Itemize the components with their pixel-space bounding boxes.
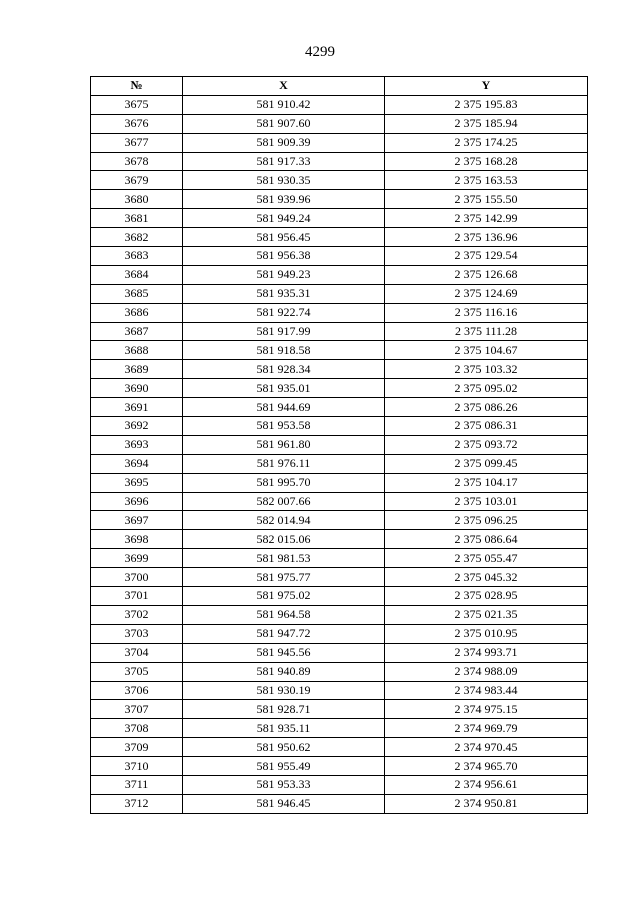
cell-y: 2 374 965.70 bbox=[385, 757, 588, 776]
table-row bbox=[91, 511, 588, 530]
cell-number: 3683 bbox=[91, 247, 183, 266]
table-row bbox=[91, 209, 588, 228]
cell-x: 582 007.66 bbox=[183, 492, 385, 511]
table-row bbox=[91, 775, 588, 794]
table-row bbox=[91, 681, 588, 700]
cell-y: 2 375 155.50 bbox=[385, 190, 588, 209]
cell-y: 2 375 086.64 bbox=[385, 530, 588, 549]
table-row bbox=[91, 360, 588, 379]
table-row bbox=[91, 322, 588, 341]
cell-y: 2 375 086.31 bbox=[385, 417, 588, 436]
cell-x: 581 946.45 bbox=[183, 794, 385, 813]
cell-y: 2 375 195.83 bbox=[385, 95, 588, 114]
cell-x: 581 928.71 bbox=[183, 700, 385, 719]
table-row bbox=[91, 568, 588, 587]
cell-x: 581 907.60 bbox=[183, 114, 385, 133]
cell-x: 581 953.33 bbox=[183, 775, 385, 794]
cell-y: 2 375 096.25 bbox=[385, 511, 588, 530]
cell-number: 3705 bbox=[91, 662, 183, 681]
cell-number: 3700 bbox=[91, 568, 183, 587]
cell-number: 3694 bbox=[91, 454, 183, 473]
table-row bbox=[91, 228, 588, 247]
cell-y: 2 375 126.68 bbox=[385, 265, 588, 284]
cell-x: 581 956.38 bbox=[183, 247, 385, 266]
cell-x: 581 922.74 bbox=[183, 303, 385, 322]
cell-y: 2 375 163.53 bbox=[385, 171, 588, 190]
cell-x: 581 945.56 bbox=[183, 643, 385, 662]
cell-x: 581 950.62 bbox=[183, 738, 385, 757]
cell-x: 581 917.33 bbox=[183, 152, 385, 171]
cell-x: 581 909.39 bbox=[183, 133, 385, 152]
cell-y: 2 375 103.01 bbox=[385, 492, 588, 511]
cell-x: 581 995.70 bbox=[183, 473, 385, 492]
cell-y: 2 375 086.26 bbox=[385, 398, 588, 417]
cell-y: 2 374 969.79 bbox=[385, 719, 588, 738]
table-row bbox=[91, 662, 588, 681]
cell-x: 581 981.53 bbox=[183, 549, 385, 568]
cell-number: 3702 bbox=[91, 605, 183, 624]
table-row bbox=[91, 379, 588, 398]
cell-x: 581 961.80 bbox=[183, 435, 385, 454]
cell-number: 3676 bbox=[91, 114, 183, 133]
cell-y: 2 375 055.47 bbox=[385, 549, 588, 568]
cell-number: 3704 bbox=[91, 643, 183, 662]
cell-x: 581 935.11 bbox=[183, 719, 385, 738]
header-number: № bbox=[91, 77, 183, 96]
table-row bbox=[91, 719, 588, 738]
cell-x: 581 964.58 bbox=[183, 605, 385, 624]
table-row bbox=[91, 171, 588, 190]
cell-y: 2 374 975.15 bbox=[385, 700, 588, 719]
cell-x: 581 939.96 bbox=[183, 190, 385, 209]
table-row bbox=[91, 417, 588, 436]
cell-y: 2 375 124.69 bbox=[385, 284, 588, 303]
table-row bbox=[91, 454, 588, 473]
cell-x: 582 015.06 bbox=[183, 530, 385, 549]
cell-number: 3695 bbox=[91, 473, 183, 492]
cell-number: 3679 bbox=[91, 171, 183, 190]
cell-x: 581 940.89 bbox=[183, 662, 385, 681]
table-row bbox=[91, 624, 588, 643]
cell-x: 581 910.42 bbox=[183, 95, 385, 114]
table-row bbox=[91, 473, 588, 492]
table-row bbox=[91, 530, 588, 549]
cell-y: 2 375 103.32 bbox=[385, 360, 588, 379]
table-row bbox=[91, 605, 588, 624]
cell-x: 581 955.49 bbox=[183, 757, 385, 776]
cell-number: 3682 bbox=[91, 228, 183, 247]
cell-x: 581 917.99 bbox=[183, 322, 385, 341]
table-row bbox=[91, 757, 588, 776]
cell-number: 3677 bbox=[91, 133, 183, 152]
cell-number: 3675 bbox=[91, 95, 183, 114]
cell-x: 581 976.11 bbox=[183, 454, 385, 473]
table-row bbox=[91, 265, 588, 284]
cell-y: 2 375 116.16 bbox=[385, 303, 588, 322]
cell-y: 2 375 028.95 bbox=[385, 587, 588, 606]
header-x: X bbox=[183, 77, 385, 96]
table-row bbox=[91, 587, 588, 606]
cell-y: 2 374 988.09 bbox=[385, 662, 588, 681]
cell-y: 2 375 174.25 bbox=[385, 133, 588, 152]
page-number: 4299 bbox=[305, 44, 335, 60]
cell-x: 581 947.72 bbox=[183, 624, 385, 643]
cell-x: 581 930.35 bbox=[183, 171, 385, 190]
cell-number: 3708 bbox=[91, 719, 183, 738]
cell-y: 2 375 099.45 bbox=[385, 454, 588, 473]
cell-number: 3687 bbox=[91, 322, 183, 341]
cell-x: 581 935.01 bbox=[183, 379, 385, 398]
cell-number: 3706 bbox=[91, 681, 183, 700]
cell-y: 2 374 983.44 bbox=[385, 681, 588, 700]
table-row bbox=[91, 435, 588, 454]
cell-x: 581 949.23 bbox=[183, 265, 385, 284]
cell-number: 3712 bbox=[91, 794, 183, 813]
cell-x: 581 928.34 bbox=[183, 360, 385, 379]
table-row bbox=[91, 152, 588, 171]
cell-number: 3690 bbox=[91, 379, 183, 398]
table-row bbox=[91, 247, 588, 266]
table-row bbox=[91, 700, 588, 719]
table-row bbox=[91, 303, 588, 322]
cell-x: 581 930.19 bbox=[183, 681, 385, 700]
cell-number: 3691 bbox=[91, 398, 183, 417]
cell-number: 3680 bbox=[91, 190, 183, 209]
cell-number: 3699 bbox=[91, 549, 183, 568]
cell-x: 581 935.31 bbox=[183, 284, 385, 303]
cell-y: 2 375 045.32 bbox=[385, 568, 588, 587]
cell-number: 3686 bbox=[91, 303, 183, 322]
cell-number: 3707 bbox=[91, 700, 183, 719]
cell-number: 3678 bbox=[91, 152, 183, 171]
table-row bbox=[91, 114, 588, 133]
cell-y: 2 374 950.81 bbox=[385, 794, 588, 813]
table-row bbox=[91, 190, 588, 209]
cell-number: 3709 bbox=[91, 738, 183, 757]
table-header-row bbox=[91, 77, 588, 96]
cell-number: 3684 bbox=[91, 265, 183, 284]
cell-y: 2 374 956.61 bbox=[385, 775, 588, 794]
cell-number: 3688 bbox=[91, 341, 183, 360]
cell-number: 3689 bbox=[91, 360, 183, 379]
table-row bbox=[91, 95, 588, 114]
cell-x: 581 918.58 bbox=[183, 341, 385, 360]
cell-number: 3701 bbox=[91, 587, 183, 606]
table-row bbox=[91, 492, 588, 511]
cell-x: 581 956.45 bbox=[183, 228, 385, 247]
header-y: Y bbox=[385, 77, 588, 96]
table-row bbox=[91, 643, 588, 662]
cell-number: 3681 bbox=[91, 209, 183, 228]
cell-y: 2 375 136.96 bbox=[385, 228, 588, 247]
cell-x: 582 014.94 bbox=[183, 511, 385, 530]
cell-y: 2 374 970.45 bbox=[385, 738, 588, 757]
cell-number: 3696 bbox=[91, 492, 183, 511]
cell-y: 2 375 010.95 bbox=[385, 624, 588, 643]
cell-y: 2 375 142.99 bbox=[385, 209, 588, 228]
cell-number: 3698 bbox=[91, 530, 183, 549]
cell-y: 2 375 185.94 bbox=[385, 114, 588, 133]
cell-number: 3710 bbox=[91, 757, 183, 776]
table-row bbox=[91, 398, 588, 417]
cell-y: 2 375 111.28 bbox=[385, 322, 588, 341]
cell-x: 581 949.24 bbox=[183, 209, 385, 228]
cell-number: 3703 bbox=[91, 624, 183, 643]
cell-x: 581 953.58 bbox=[183, 417, 385, 436]
table-row bbox=[91, 284, 588, 303]
table-row bbox=[91, 133, 588, 152]
cell-number: 3685 bbox=[91, 284, 183, 303]
cell-y: 2 375 093.72 bbox=[385, 435, 588, 454]
table-row bbox=[91, 738, 588, 757]
cell-y: 2 374 993.71 bbox=[385, 643, 588, 662]
table-row bbox=[91, 341, 588, 360]
coordinates-table bbox=[90, 76, 588, 814]
cell-y: 2 375 104.17 bbox=[385, 473, 588, 492]
cell-number: 3711 bbox=[91, 775, 183, 794]
cell-x: 581 944.69 bbox=[183, 398, 385, 417]
cell-number: 3697 bbox=[91, 511, 183, 530]
cell-y: 2 375 129.54 bbox=[385, 247, 588, 266]
table-row bbox=[91, 794, 588, 813]
table-body bbox=[91, 95, 588, 813]
cell-y: 2 375 021.35 bbox=[385, 605, 588, 624]
cell-y: 2 375 104.67 bbox=[385, 341, 588, 360]
cell-y: 2 375 095.02 bbox=[385, 379, 588, 398]
cell-x: 581 975.77 bbox=[183, 568, 385, 587]
cell-y: 2 375 168.28 bbox=[385, 152, 588, 171]
cell-number: 3693 bbox=[91, 435, 183, 454]
table-row bbox=[91, 549, 588, 568]
cell-x: 581 975.02 bbox=[183, 587, 385, 606]
cell-number: 3692 bbox=[91, 417, 183, 436]
